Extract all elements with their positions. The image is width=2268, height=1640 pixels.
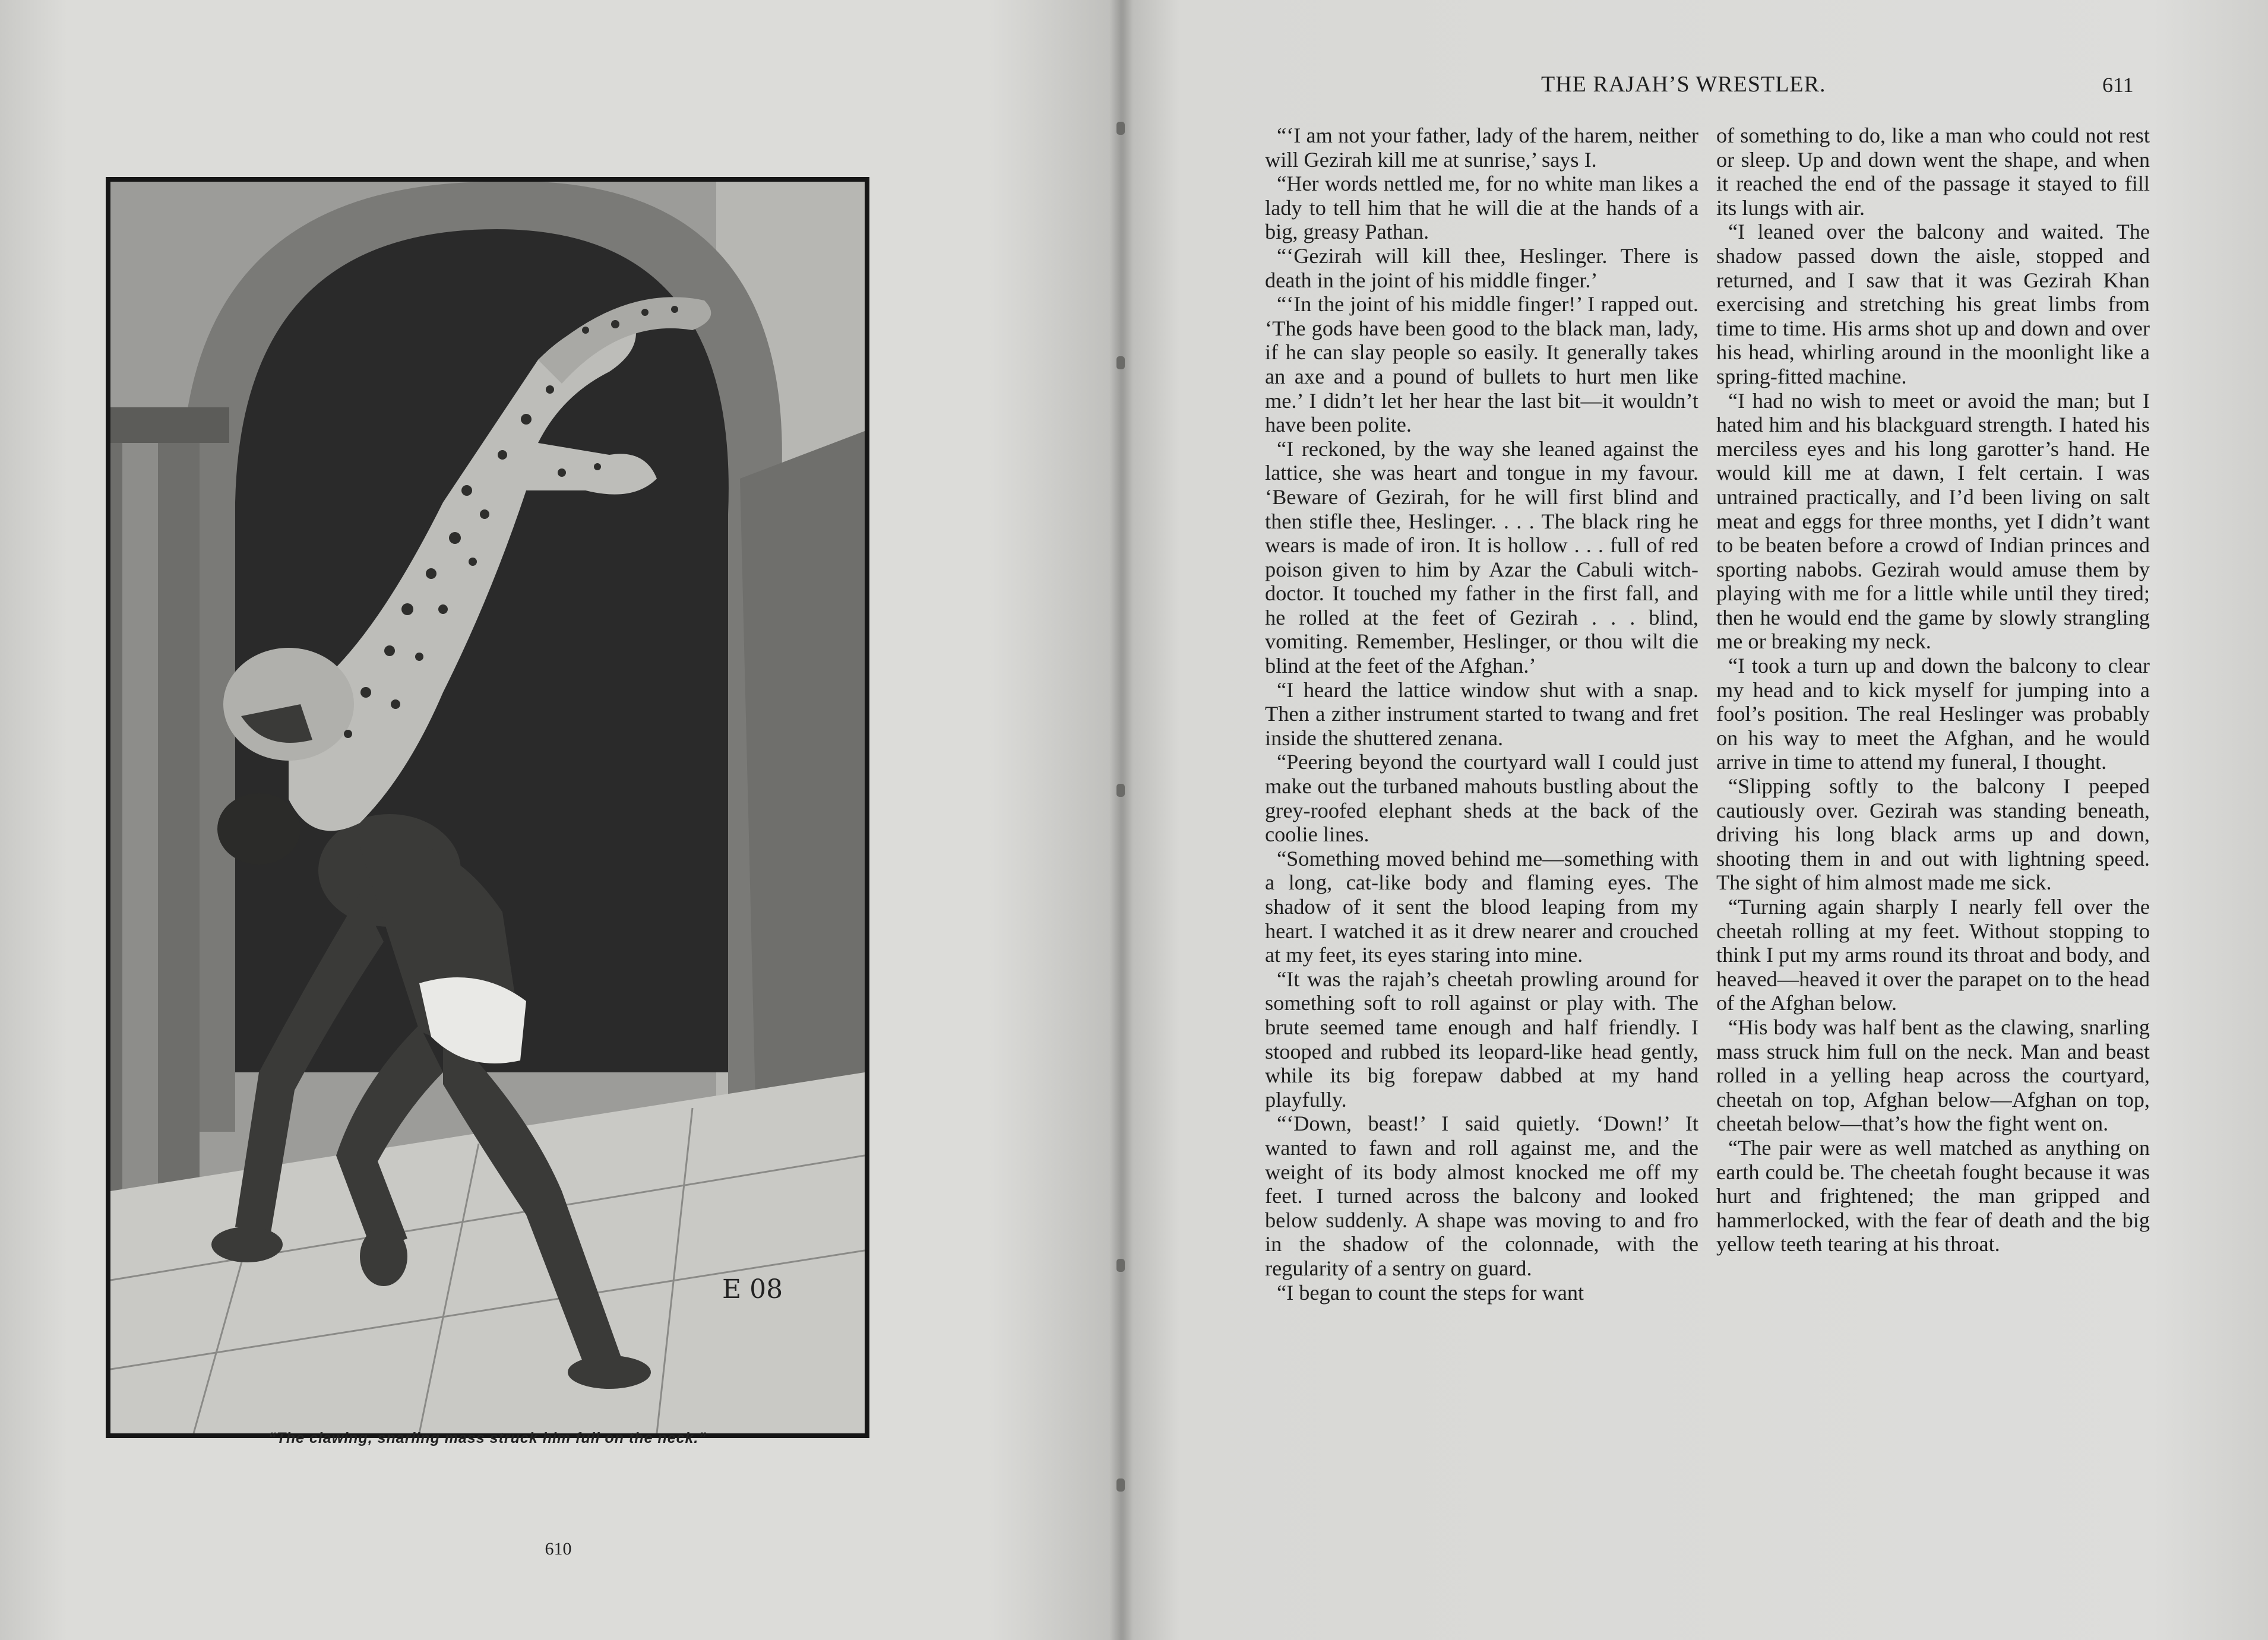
- paragraph: “‘In the joint of his middle finger!’ I rapped out. ‘The gods have been good to the black man, lady, if he can slay people so easily. It generally takes an axe and a pound of bullets to hurt men like me.’ I didn’t let her hear the last bit—it wouldn’t have been polite.: [1265, 292, 1698, 437]
- running-head: THE RAJAH’S WRESTLER.: [1541, 72, 1826, 97]
- page-number-left: 610: [545, 1539, 572, 1559]
- paragraph: “His body was half bent as the clawing, snarling mass struck him full on the neck. Man and beast rolled in a yelling heap across the courtyard, cheetah on top, Afghan below—Afghan on top, cheetah below—that’s how the fight went on.: [1716, 1015, 2150, 1136]
- paragraph: “Slipping softly to the balcony I peeped cautiously over. Gezirah was standing beneath, driving his long black arms up and down, shooting them in and out with lightning speed. The sight of him almost made me sick.: [1716, 774, 2150, 895]
- paragraph: “‘I am not your father, lady of the harem, neither will Gezirah kill me at sunrise,’ says I.: [1265, 124, 1698, 172]
- binding-stitch: [1116, 1478, 1125, 1492]
- paragraph: “I took a turn up and down the balcony to clear my head and to kick myself for jumping into a fool’s position. The real Heslinger was probably on his way to meet the Afghan, and he would arrive in time to attend my funeral, I thought.: [1716, 654, 2150, 774]
- text-column-1: [1265, 124, 1698, 1305]
- paragraph: “Her words nettled me, for no white man likes a lady to tell him that he will die at the hands of a big, greasy Pathan.: [1265, 172, 1698, 244]
- left-page: [0, 0, 1122, 1640]
- binding-stitch: [1116, 122, 1125, 135]
- paragraph: “I reckoned, by the way she leaned against the lattice, she was heart and tongue in my favour. ‘Beware of Gezirah, for he will first blind and then stifle thee, Heslinger. . . . The black ring he wears is made of iron. It is hollow . . . full of red poison given to him by Azar the Cabuli witch-doctor. It touched my father in the first fall, and he rolled at the feet of Gezirah . . . blind, vomiting. Remember, Heslinger, or thou wilt die blind at the feet of the Afghan.’: [1265, 436, 1698, 678]
- paragraph: “I had no wish to meet or avoid the man; but I hated him and his blackguard strength. I hated his merciless eyes and his long garotter’s hand. He would kill me at dawn, I felt certain. I was untrained practically, and I’d been living on salt meat and eggs for three months, yet I didn’t want to be beaten before a crowd of Indian princes and sporting nabobs. Gezirah would amuse them by playing with me for a little while until they tired; then he would end the game by slowly strangling me or breaking my neck.: [1716, 388, 2150, 654]
- binding-stitch: [1116, 356, 1125, 369]
- book-gutter: [1109, 0, 1133, 1640]
- paragraph: “‘Gezirah will kill thee, Heslinger. There is death in the joint of his middle finger.’: [1265, 243, 1698, 292]
- paragraph: “The pair were as well matched as anything on earth could be. The cheetah fought because it was hurt and frightened; the man gripped and hammerlocked, with the fear of death and the big yellow teeth tearing at his throat.: [1716, 1135, 2150, 1256]
- paragraph: “I began to count the steps for want: [1277, 1280, 1584, 1305]
- illustration-plate: [106, 177, 869, 1438]
- paragraph: “Peering beyond the courtyard wall I could just make out the turbaned mahouts bustling about the grey-roofed elephant sheds at the back of the coolie lines.: [1265, 750, 1698, 847]
- illustration-caption: “The clawing, snarling mass struck him full on the neck.”: [268, 1430, 707, 1446]
- paragraph: “Something moved behind me—something with a long, cat-like body and flaming eyes. The shadow of it sent the blood leaping from my heart. I watched it as it drew nearer and crouched at my feet, its eyes staring into mine.: [1265, 846, 1698, 967]
- binding-stitch: [1116, 1259, 1125, 1272]
- paragraph: “I heard the lattice window shut with a snap. Then a zither instrument started to twang and fret inside the shuttered zenana.: [1265, 677, 1698, 750]
- paragraph: “It was the rajah’s cheetah prowling around for something soft to roll against or play with. The brute seemed tame enough and half friendly. I stooped and rubbed its leopard-like head gently, while its big forepaw dabbed at my hand playfully.: [1265, 967, 1698, 1112]
- paragraph-continuation: of something to do, like a man who could not rest or sleep. Up and down went the shape, and when it reached the end of the passage it stayed to fill its lungs with air.: [1716, 124, 2150, 220]
- artist-signature: E 08: [722, 1274, 783, 1305]
- page-number-right: 611: [2102, 73, 2134, 97]
- paragraph: “Turning again sharply I nearly fell over the cheetah rolling at my feet. Without stopping to think I put my arms round its throat and body, and heaved—heaved it over the parapet on to the head of the Afghan below.: [1716, 895, 2150, 1015]
- binding-stitch: [1116, 784, 1125, 797]
- cheetah-and-wrestler-illustration: [110, 182, 865, 1433]
- paragraph: “‘Down, beast!’ I said quietly. ‘Down!’ It wanted to fawn and roll against me, and the weight of its body almost knocked me off my feet. I turned across the balcony and looked below suddenly. A shape was moving to and fro in the shadow of the colonnade, with the regularity of a sentry on guard.: [1265, 1112, 1698, 1280]
- text-column-2: [1716, 124, 2150, 1256]
- paragraph: “I leaned over the balcony and waited. The shadow passed down the aisle, stopped and returned, and I saw that it was Gezirah Khan exercising and stretching his great limbs from time to time. His arms shot up and down and over his head, whirling around in the moonlight like a spring-fitted machine.: [1716, 220, 2150, 388]
